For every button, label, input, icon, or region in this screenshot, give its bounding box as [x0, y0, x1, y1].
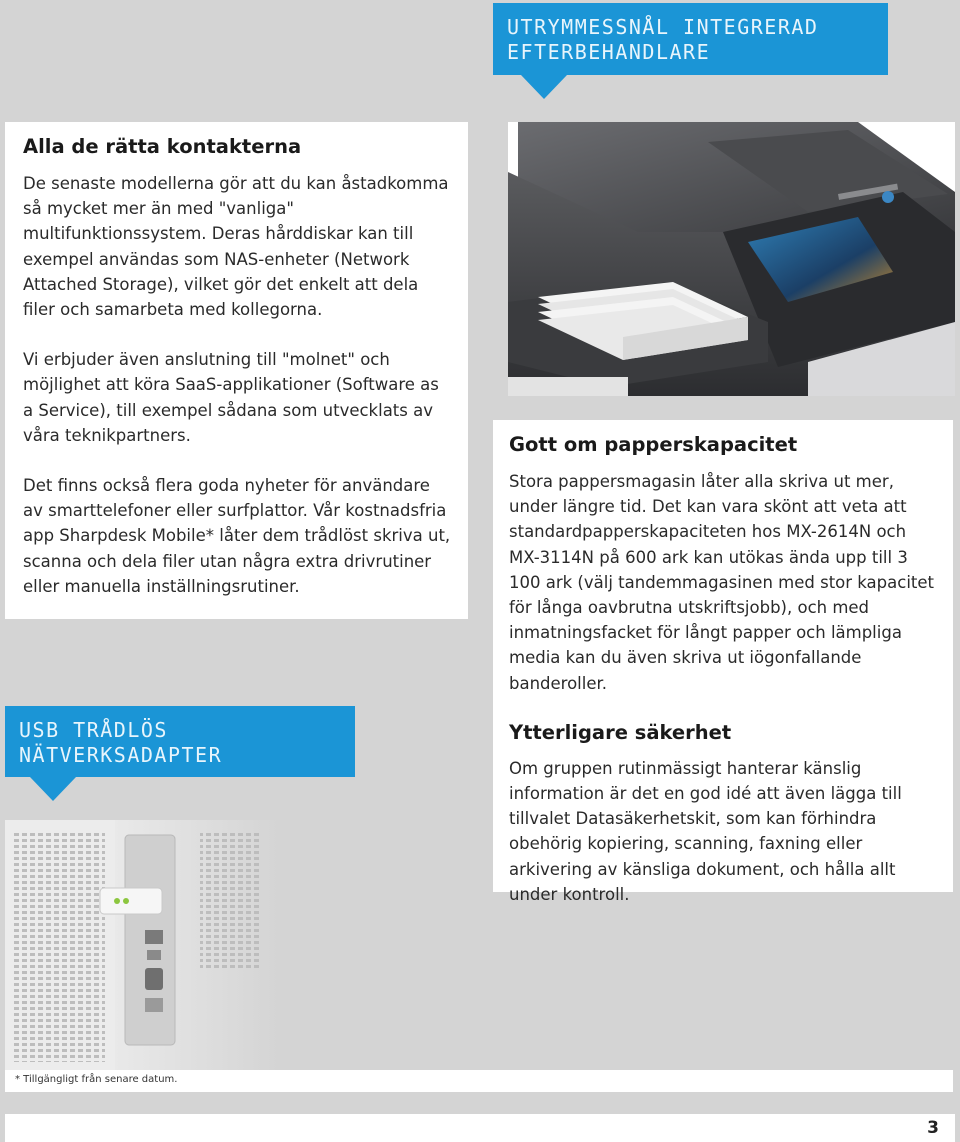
- paper-capacity-heading: Gott om papperskapacitet: [509, 433, 798, 456]
- banner-usb-adapter: [5, 706, 355, 777]
- printer-finisher-photo: [508, 122, 955, 396]
- connectivity-paragraph-nas: De senaste modellerna gör att du kan åstadkomma så mycket mer än med "vanliga" multifunktionssystem. Deras hårddiskar kan till exempel användas som NAS-enheter (Network Attached Storage), vilket gör det enkelt att dela filer och samarbeta med kollegorna.: [23, 174, 449, 320]
- footnote-bar: [5, 1070, 953, 1092]
- security-paragraph: Om gruppen rutinmässigt hanterar känslig information är det en god idé att även lägga till tillvalet Datasäkerhetskit, som kan förhindra obehörig kopiering, scanning, faxning eller arkivering av känsliga dokument, och hålla allt under kontroll.: [509, 758, 902, 904]
- banner-usb-line1: USB TRÅDLÖS: [19, 718, 168, 742]
- connectivity-paragraph-cloud: Vi erbjuder även anslutning till "molnet" och möjlighet att köra SaaS-applikationer (Software as a Service), till exempel sådana som utvecklats av våra teknikpartners.: [23, 350, 439, 445]
- banner-usb-line2: NÄTVERKSADAPTER: [19, 743, 223, 767]
- banner-finisher-line2: EFTERBEHANDLARE: [507, 40, 711, 64]
- banner-pointer: [521, 75, 567, 99]
- connectivity-panel: [5, 122, 468, 619]
- page-number-bar: [5, 1114, 955, 1142]
- paper-security-panel: [493, 420, 953, 904]
- footnote-text: * Tillgängligt från senare datum.: [15, 1074, 178, 1085]
- connectivity-heading: Alla de rätta kontakterna: [23, 135, 302, 158]
- banner-finisher-line1: UTRYMMESSNÅL INTEGRERAD: [507, 15, 819, 39]
- security-heading: Ytterligare säkerhet: [509, 720, 732, 744]
- banner-finisher: [493, 3, 888, 75]
- page-number: 3: [927, 1118, 939, 1138]
- connectivity-paragraph-mobile: Det finns också flera goda nyheter för användare av smarttelefoner eller surfplattor. Vår kostnadsfria app Sharpdesk Mobile* låter dem trådlöst skriva ut, scanna och dela filer utan några extra drivrutiner eller manuella inställningsrutiner.: [23, 476, 451, 596]
- paper-capacity-paragraph: Stora pappersmagasin låter alla skriva ut mer, under längre tid. Det kan vara skönt att veta att standardpapperskapaciteten hos MX-2614N och MX-3114N på 600 ark kan utökas ända upp till 3 100 ark (välj tandemmagasinen med stor kapacitet för långa oavbrutna utskriftsjobb), och med inmatningsfacket för långt papper och lämpliga media kan du även skriva ut iögonfallande banderoller.: [509, 472, 934, 693]
- usb-adapter-photo: [5, 820, 280, 1072]
- banner-pointer: [30, 777, 76, 801]
